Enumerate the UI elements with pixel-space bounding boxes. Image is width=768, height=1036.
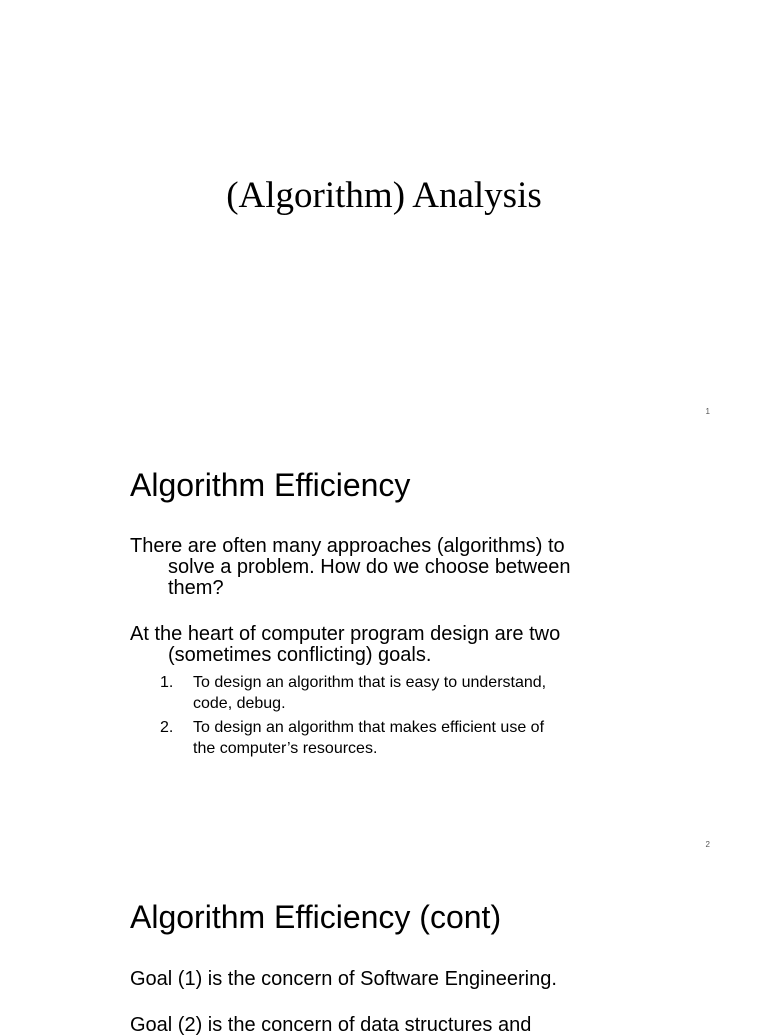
goals-paragraph bbox=[130, 624, 650, 666]
slide-3-paragraph-1 bbox=[130, 969, 650, 990]
goal-2-line-1: To design an algorithm that makes efficient use of bbox=[193, 719, 545, 736]
goal-item bbox=[160, 672, 640, 714]
goal-number: 1. bbox=[160, 674, 174, 691]
intro-line-3: them? bbox=[168, 577, 224, 599]
slide-3-heading: Algorithm Efficiency (cont) bbox=[130, 899, 502, 935]
slide-2-heading: Algorithm Efficiency bbox=[130, 467, 411, 503]
goals-list bbox=[160, 672, 640, 762]
slide-1-title: (Algorithm) Analysis bbox=[226, 175, 542, 216]
intro-line-2: solve a problem. How do we choose between bbox=[168, 556, 571, 578]
goals-line-1: At the heart of computer program design are two bbox=[130, 623, 561, 645]
goal-1-line-2: code, debug. bbox=[193, 695, 286, 712]
goals-line-2: (sometimes conflicting) goals. bbox=[168, 644, 432, 666]
goal-2-line-2: the computer’s resources. bbox=[193, 740, 378, 757]
slide-3-paragraph-2 bbox=[130, 1015, 650, 1036]
goal-1-line-1: To design an algorithm that is easy to understand, bbox=[193, 674, 547, 691]
goal-item bbox=[160, 717, 640, 759]
goal-2-concern: Goal (2) is the concern of data structures and bbox=[130, 1014, 532, 1036]
intro-paragraph bbox=[130, 536, 650, 599]
intro-line-1: There are often many approaches (algorithms) to bbox=[130, 535, 565, 557]
goal-1-concern: Goal (1) is the concern of Software Engineering. bbox=[130, 968, 557, 990]
page-number-1: 1 bbox=[705, 407, 710, 416]
goal-number: 2. bbox=[160, 719, 174, 736]
page-number-2: 2 bbox=[705, 840, 710, 849]
